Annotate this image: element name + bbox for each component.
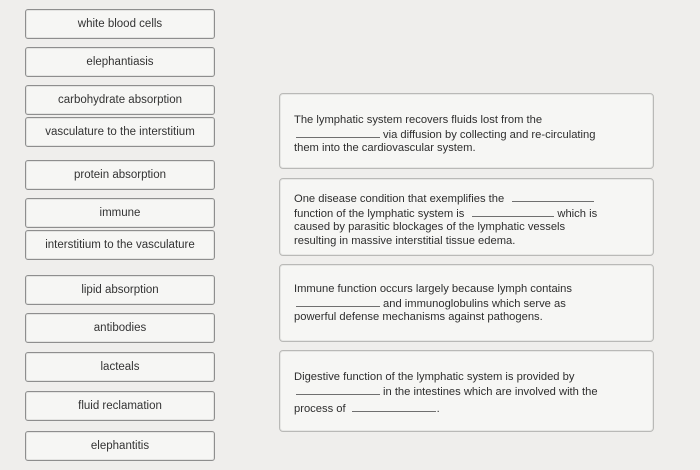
answer-tile-vasculature-to-interstitium[interactable]: vasculature to the interstitium xyxy=(25,117,215,147)
drop-target-4b[interactable] xyxy=(352,402,436,412)
question-2-line-3: caused by parasitic blockages of the lymphatic vessels xyxy=(294,221,566,233)
answer-tile-white-blood-cells[interactable]: white blood cells xyxy=(25,9,215,39)
question-3-line-1: Immune function occurs largely because lymph contains xyxy=(294,283,572,295)
question-card-1 xyxy=(279,93,654,169)
question-2-line-1 xyxy=(294,192,639,207)
question-card-2 xyxy=(279,178,654,256)
question-1-line-1: The lymphatic system recovers fluids lost from the xyxy=(294,114,543,126)
answer-tile-interstitium-to-vasculature[interactable]: interstitium to the vasculature xyxy=(25,230,215,260)
answer-tile-carbohydrate-absorption[interactable]: carbohydrate absorption xyxy=(25,85,215,115)
answer-tile-antibodies[interactable]: antibodies xyxy=(25,313,215,343)
question-4-line-3-text: process of xyxy=(294,403,346,415)
question-4-line-2 xyxy=(294,385,639,400)
question-card-4 xyxy=(279,350,654,432)
question-1-line-2 xyxy=(294,128,639,143)
question-1-line-2-text: via diffusion by collecting and re-circulating xyxy=(383,128,596,141)
question-4-line-1: Digestive function of the lymphatic system is provided by xyxy=(294,371,575,383)
drop-target-4a[interactable] xyxy=(296,385,380,395)
question-3-line-2-text: and immunoglobulins which serve as xyxy=(383,297,566,310)
question-2-line-1-text: One disease condition that exemplifies the xyxy=(294,193,505,205)
question-card-3 xyxy=(279,264,654,342)
answer-tile-immune[interactable]: immune xyxy=(25,198,215,228)
question-3-line-2 xyxy=(294,297,639,312)
answer-tile-elephantitis[interactable]: elephantitis xyxy=(25,431,215,461)
drop-target-2b[interactable] xyxy=(472,207,554,217)
question-2-line-2-text: function of the lymphatic system is xyxy=(294,207,465,220)
drop-target-1[interactable] xyxy=(296,128,380,138)
answer-tile-elephantiasis[interactable]: elephantiasis xyxy=(25,47,215,77)
question-3-line-3: powerful defense mechanisms against pathogens. xyxy=(294,311,543,323)
question-2-line-2-end: which is xyxy=(557,207,598,220)
question-4-line-3-end: . xyxy=(436,403,440,415)
drop-target-3[interactable] xyxy=(296,297,380,307)
question-2-line-2 xyxy=(294,207,639,222)
answer-tile-protein-absorption[interactable]: protein absorption xyxy=(25,160,215,190)
question-2-line-4: resulting in massive interstitial tissue edema. xyxy=(294,234,516,247)
answer-tile-lipid-absorption[interactable]: lipid absorption xyxy=(25,275,215,305)
question-1-line-3: them into the cardiovascular system. xyxy=(294,142,476,154)
drop-target-2a[interactable] xyxy=(512,192,594,202)
answer-tile-fluid-reclamation[interactable]: fluid reclamation xyxy=(25,391,215,421)
question-4-line-3 xyxy=(294,402,639,417)
question-4-line-2-text: in the intestines which are involved with the xyxy=(383,385,598,398)
answer-tile-lacteals[interactable]: lacteals xyxy=(25,352,215,382)
